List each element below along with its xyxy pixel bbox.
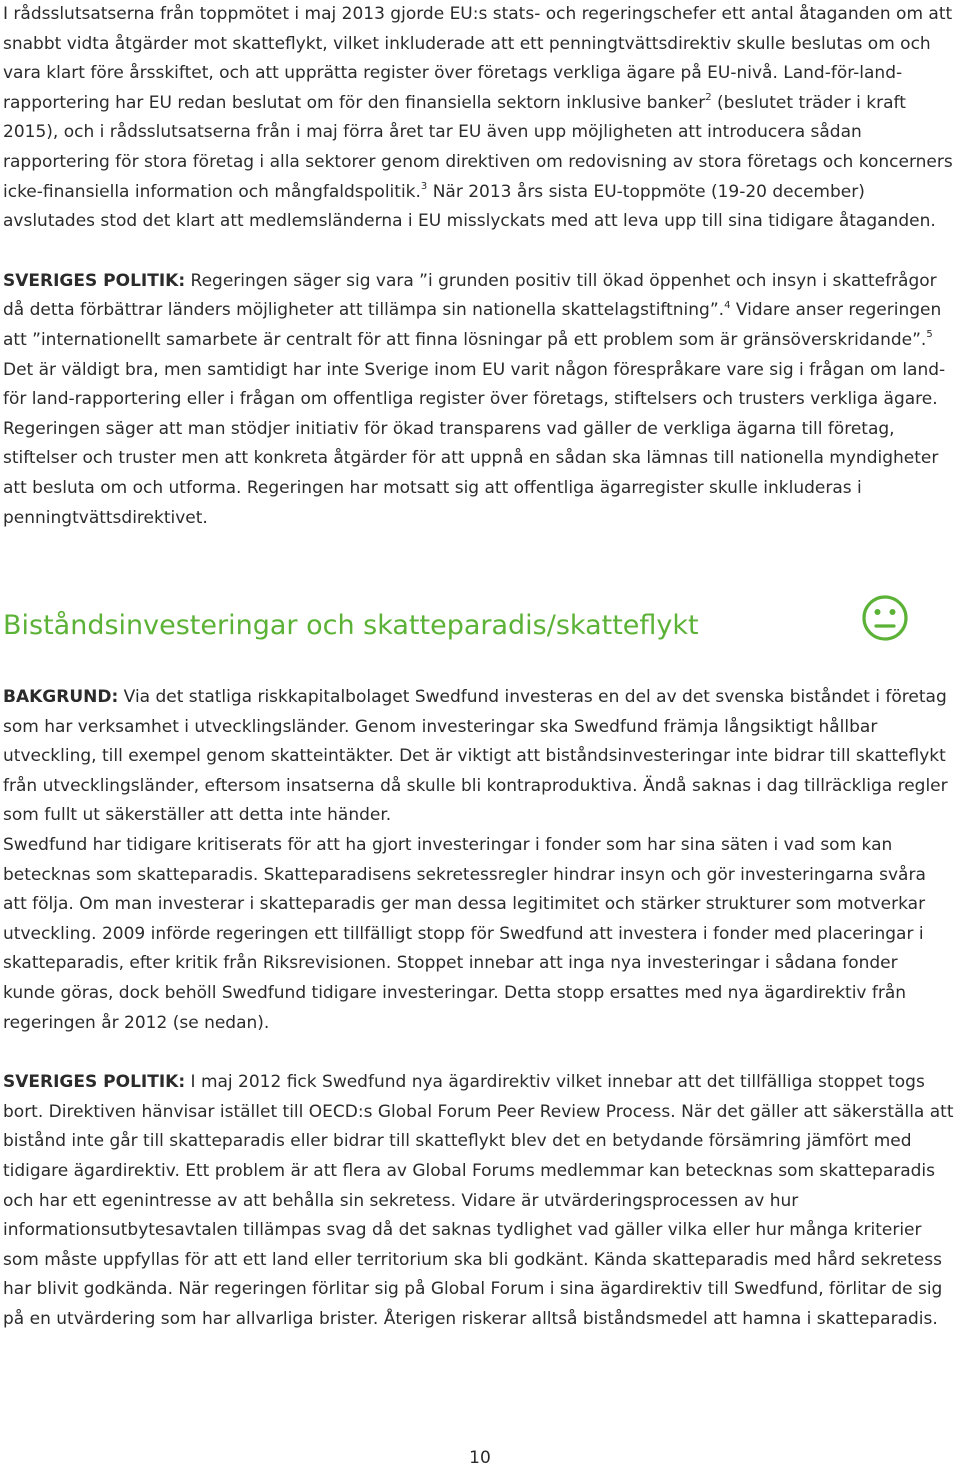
paragraph-text: I maj 2012 fick Swedfund nya ägardirektiv vilket innebar att det tillfälliga stoppet togs bort. Direktiven hänvisar istället till OECD:s Global Forum Peer Review Process. När det gäller att säkerställa att bistånd inte går till skatteparadis eller bidrar till skatteflykt blev det en betydande försämring jämfört med tidigare ägardirektiv. Ett problem är att flera av Global Forums medlemmar kan betecknas som skatteparadis och har ett egenintresse av att behålla sin sekretess. Vidare är utvärderingsprocessen av hur informationsutbytesavtalen tillämpas svag då det saknas tydlighet vad gäller vilka eller hur många kriterier som måste uppfyllas för att ett land eller territorium ska bli godkänt. Kända skatteparadis med hård sekretess har blivit godkända. När regeringen förlitar sig på Global Forum i sina ägardirektiv till Swedfund, förlitar de sig på en utvärdering som har allvarliga brister. Återigen riskerar alltså biståndsmedel att hamna i skatteparadis. [3,1072,954,1329]
section-label: BAKGRUND: [3,687,119,708]
section-label: SVERIGES POLITIK: [3,270,186,291]
policy-paragraph-eu [3,267,955,533]
paragraph-text: I rådsslutsatserna från toppmötet i maj 2013 gjorde EU:s stats- och regeringschefer ett antal åtaganden om att snabbt vidta åtgärder mot skatteflykt, vilket inkluderade att ett penningtvättsdirektiv skulle beslutas om och vara klart före årsskiftet, och att upprätta register över företags verkliga ägare på EU-nivå. Land-för-land-rapportering har EU redan beslutat om för den finansiella sektorn inklusive banker [3,4,953,113]
background-paragraph [3,683,955,831]
paragraph-text: Via det statliga riskkapitalbolaget Swedfund investeras en del av det svenska biståndet i företag som har verksamhet i utvecklingsländer. Genom investeringar ska Swedfund främja långsiktigt hållbar utveckling, till exempel genom skatteintäkter. Det är viktigt att biståndsinvesteringar inte bidrar till skatteflykt från utvecklingsländer, eftersom insatserna då skulle bli kontraproduktiva. Ändå saknas i dag tillräckliga regler som fullt ut säkerställer att detta inte händer. [3,687,948,826]
policy-paragraph-swedfund [3,1068,955,1334]
footnote-ref: 4 [724,299,731,311]
paragraph-text: Vidare anser regeringen att ”internationellt samarbete är centralt för att finna lösningar på ett problem som är gränsöverskridande”. [3,300,942,350]
neutral-face-icon [860,593,910,643]
section-heading-row [3,593,955,653]
paragraph-text: (beslutet träder i kraft 2015), och i rådsslutsatserna från i maj förra året tar EU även upp möjligheten att introducera sådan rapportering för stora företag i alla sektorer genom direktiven om redovisning av stora företags och koncerners icke-finansiella information och mångfaldspolitik. [3,92,953,202]
document-page [3,0,955,1335]
swedfund-paragraph: Swedfund har tidigare kritiserats för att ha gjort investeringar i fonder som har sina säten i vad som kan betecknas som skatteparadis. Skatteparadisens sekretessregler hindrar insyn och gör investeringarna svåra att följa. Om man investerar i skatteparadis ger man dessa legitimitet och stärker strukturer som motverkar utveckling. 2009 införde regeringen ett tillfälligt stopp för Swedfund att investera i fonder med placeringar i skatteparadis, efter kritik från Riksrevisionen. Stoppet innebar att inga nya investeringar i sådana fonder kunde göras, dock behöll Swedfund tidigare investeringar. Detta stopp ersattes med nya ägardirektiv från regeringen år 2012 (se nedan). [3,835,926,1033]
footnote-ref: 5 [926,329,933,341]
paragraph-text: Det är väldigt bra, men samtidigt har inte Sverige inom EU varit någon förespråkare vare sig i frågan om land-för land-rapportering eller i frågan om offentliga register över företags, stiftelsers och trusters verkliga ägare. Regeringen säger att man stödjer initiativ för ökad transparens vad gäller de verkliga ägarna till företag, stiftelser och truster men att konkreta åtgärder för att uppnå en sådan ska lämnas till nationella myndigheter att besluta om och utforma. Regeringen har motsatt sig att offentliga ägarregister skulle inkluderas i penningtvättsdirektivet. [3,359,946,528]
paragraph-text: Regeringen säger sig vara ”i grunden positiv till ökad öppenhet och insyn i skattefrågor då detta förbättrar länders möjligheter att tillämpa sin nationella skattelagstiftning”. [3,270,937,321]
page-number: 10 [469,1448,491,1468]
section-heading: Biståndsinvesteringar och skatteparadis/skatteflykt [3,610,699,642]
footnote-ref: 2 [705,92,712,104]
paragraph-text: När 2013 års sista EU-toppmöte (19-20 december) avslutades stod det klart att medlemsländerna i EU misslyckats med att leva upp till sina tidigare åtaganden. [3,181,936,232]
intro-paragraph [3,0,955,237]
footnote-ref: 3 [420,180,428,192]
section-label: SVERIGES POLITIK: [3,1072,186,1093]
